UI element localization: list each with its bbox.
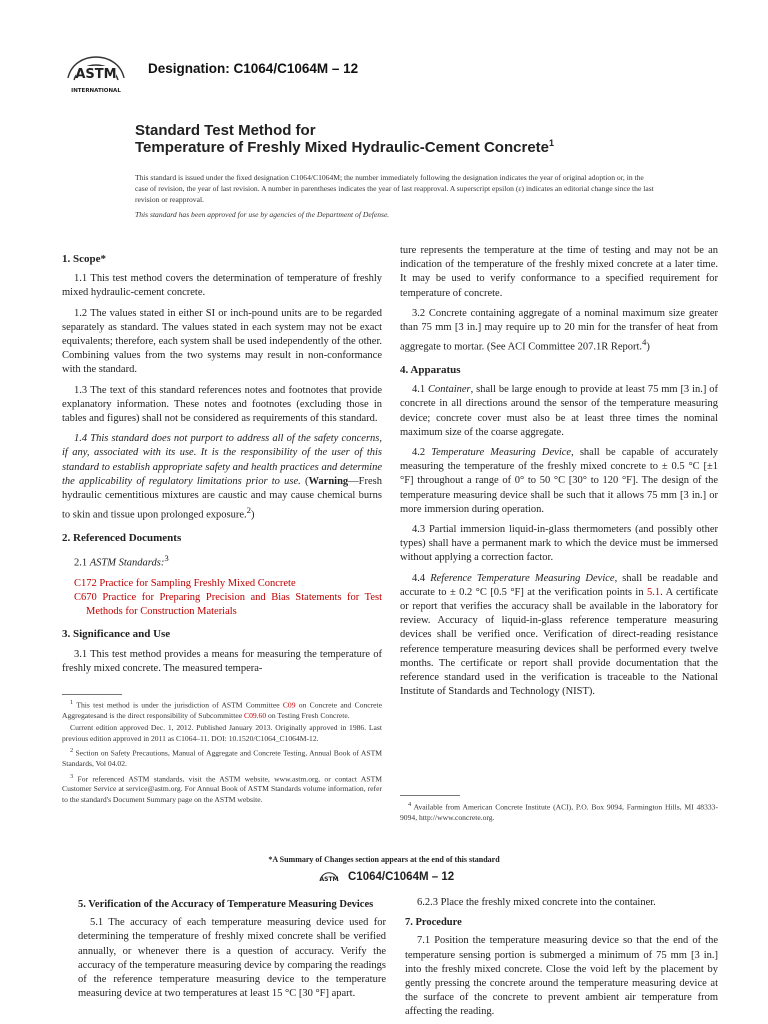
left-column <box>62 244 382 682</box>
section-7-1: 7.1 Position the temperature measuring device so that the end of the temperature sensing portion is submerged a minimum of 75 mm [3 in.] into the freshly mixed concrete. Close the void left by the placement by gently pressing the concrete around the temperature measuring device at the surface of the concrete to prevent ambient air temperature from affecting the reading. <box>405 935 718 1018</box>
title-line-2 <box>135 138 554 156</box>
footnote-1-text-a: This test method is under the jurisdiction of ASTM Committee <box>76 700 283 710</box>
footnote-3 <box>62 772 382 806</box>
section-4-2-term: Temperature Measuring Device <box>431 446 572 458</box>
section-4-4 <box>400 572 718 700</box>
section-4-4-term: Reference Temperature Measuring Device <box>430 572 615 584</box>
designation-label: Designation: <box>148 61 230 76</box>
astm-small-logo <box>318 867 340 887</box>
svg-text:INTERNATIONAL: INTERNATIONAL <box>71 88 121 94</box>
astm-standards-label: ASTM Standards: <box>89 557 165 569</box>
section-4-2-text: , shall be capable of accurately measuring the temperature of the freshly mixed concrete to ± 0.5 °C [±1 °F] throughout a range of 0° to 50 °C [30° to 120 °F]. The design of the temperature measuring device shall be such that it allows 75 mm [3 in.] or more immersion during operation. <box>400 446 719 515</box>
section-2-heading: 2. Referenced Documents <box>62 531 182 544</box>
footnote-1-committee-link[interactable]: C09 <box>282 700 296 710</box>
section-4-4-text-a: , shall be readable and accurate to ± 0.2 °C [0.5 °F] at the verification points in <box>400 572 718 598</box>
section-3-1: 3.1 This test method provides a means for measuring the temperature of freshly mixed concrete. The measured tempera- <box>62 648 382 674</box>
section-5-1: 5.1 The accuracy of each temperature measuring device used for determining the temperature of freshly mixed concrete shall be verified annually, or whenever there is a question of accuracy. Verify the accuracy of the temperature measuring device by comparing the readings of the reference temperature measuring device to the temperature measuring device at two temperatures at least 15 °C [30 °F] apart. <box>78 917 386 1000</box>
section-4-2 <box>400 446 718 517</box>
section-4-3: 4.3 Partial immersion liquid-in-glass thermometers (and possibly other types) shall have a permanent mark to which the device must be immersed without applying a correction factor. <box>400 523 718 564</box>
reference-c670[interactable] <box>62 591 382 619</box>
section-4-1-text: , shall be large enough to provide at least 75 mm [3 in.] of concrete in all directions around the sensor of the temperature measuring device; concrete cover must also be at least three times the nominal maximum size of the coarse aggregate. <box>400 384 719 438</box>
footnote-1-mark: 1 <box>70 699 74 706</box>
title-text: Temperature of Freshly Mixed Hydraulic-Cement Concrete <box>135 139 549 156</box>
section-4-1-term: Container <box>428 384 471 396</box>
footnote-2-mark: 2 <box>70 747 74 755</box>
section-3-2-text: 3.2 Concrete containing aggregate of a nominal maximum size greater than 75 mm [3 in.] may require up to 20 min for the transfer of heat from aggregate to mortar. (See ACI Committee 207.1R Report. <box>400 307 718 353</box>
page-2-header <box>318 866 454 888</box>
footnote-divider-right <box>400 795 460 796</box>
right-column <box>400 244 718 705</box>
page-2-left-column <box>78 896 386 1007</box>
section-4-heading: 4. Apparatus <box>400 363 461 376</box>
title-line-1: Standard Test Method for <box>135 122 316 139</box>
footnote-3-book: Annual Book of ASTM Standards <box>196 784 301 794</box>
section-6-2-3: 6.2.3 Place the freshly mixed concrete into the container. <box>417 897 656 908</box>
intro-notes <box>135 172 655 224</box>
intro-paragraph: This standard is issued under the fixed designation C1064/C1064M; the number immediately following the designation indicates the year of original adoption or, in the case of revision, the year of last revision. A number in parentheses indicates the year of last reapproval. A superscript epsilon (ε) indicates an editorial change since the last revision or reapproval. <box>135 173 654 204</box>
footnote-3-mark: 3 <box>70 772 74 780</box>
footnote-3-text-b: volume information, refer to the standard's Document Summary page on the ASTM website. <box>62 784 382 804</box>
footnote-4-mark: 4 <box>408 801 412 808</box>
section-4-1-num: 4.1 <box>412 384 429 396</box>
section-3-2 <box>400 307 718 355</box>
section-4-1 <box>400 383 718 440</box>
section-1-4-italic: 1.4 This standard does not purport to address all of the safety concerns, if any, associated with its use. It is the responsibility of the user of this standard to establish appropriate safety and health practices and determine the applicability of regulatory limitations prior to use. <box>62 433 382 487</box>
section-3-2-end: ) <box>646 341 650 353</box>
page-edge-mark <box>44 868 54 890</box>
section-1-2: 1.2 The values stated in either SI or inch-pound units are to be regarded separately as standard. The values stated in each system may not be exact equivalents; therefore, each system shall be used independently of the other. Combining values from the two systems may result in non-conformance with the standard. <box>62 307 382 376</box>
footnote-4 <box>400 800 718 823</box>
section-4-4-text-b: . A certificate or report that verifies the accuracy shall be available in the laboratory for review. Accuracy of liquid-in-glass reference temperature measuring devices shall be verified once. Verification of direct-reading resistance reference temperature measuring devices shall be performed every twelve months. The certificate or report shall provide documentation that the reference standard used in the verification is traceable to the National Institute of Standards and Technology (NIST). <box>400 586 718 698</box>
footnote-4-text: Available from American Concrete Institute (ACI), P.O. Box 9094, Farmington Hills, MI 48333-9094, http://www.concrete.org. <box>400 802 718 822</box>
section-1-4: 1.4 This standard does not purport to address all of the safety concerns, if any, associated with its use. It is the responsibility of the user of this standard to establish appropriate safety and health practices and determine the applicability of regulatory limitations prior to use. (Warning—Fresh hydraulic cementitious mixtures are caustic and may cause chemical burns to skin and tissue upon prolonged exposure.$^2$) <box>62 433 383 521</box>
ref-title-c172[interactable]: Practice for Sampling Freshly Mixed Concrete <box>99 577 296 589</box>
section-3-1-continued: ture represents the temperature at the time of testing and may not be an indication of the temperature of the freshly mixed concrete at a later time. It may be used to verify conformance to a specified requirement for temperature of concrete. <box>400 245 718 299</box>
designation-value: C1064/C1064M – 12 <box>233 61 359 76</box>
svg-text:ASTM: ASTM <box>319 876 339 883</box>
section-1-1: 1.1 This test method covers the determination of temperature of freshly mixed hydraulic-cement concrete. <box>62 273 382 299</box>
warning-text: —Fresh hydraulic cementitious mixtures are caustic and may cause chemical burns to skin and tissue upon prolonged exposure. <box>62 475 383 521</box>
footnote-1 <box>62 698 382 721</box>
section-7-heading: 7. Procedure <box>405 917 462 929</box>
section-5-heading: 5. Verification of the Accuracy of Temperature Measuring Devices <box>78 899 374 910</box>
ref-code-c670[interactable]: C670 <box>74 592 97 604</box>
section-4-4-num: 4.4 <box>412 572 431 584</box>
reference-c172[interactable] <box>62 577 382 591</box>
footnote-2-ref: 2 <box>246 505 251 516</box>
designation <box>148 61 358 76</box>
footnote-2-book: Annual Book of ASTM Standards <box>62 748 382 769</box>
footnote-2-text-a: Section on Safety Precautions, Manual of Aggregate and Concrete Testing, <box>75 748 310 758</box>
section-2-1 <box>62 551 382 571</box>
ref-code-c172[interactable]: C172 <box>74 577 97 589</box>
footnote-3-text-a: For referenced ASTM standards, visit the ASTM website, www.astm.org, or contact ASTM Customer Service at service@astm.org. For <box>62 774 382 794</box>
footnote-3-ref: 3 <box>164 553 169 564</box>
footnote-1-edition: Current edition approved Dec. 1, 2012. Published January 2013. Originally approved in 1986. Last previous edition approved in 2011 as C1064–11. DOI: 10.1520/C1064_C1064M-12. <box>62 723 382 743</box>
footnotes-left <box>62 698 382 807</box>
section-5-1-link[interactable]: 5.1 <box>647 586 661 598</box>
section-2-1-num: 2.1 <box>74 557 90 569</box>
footnote-2-text-b: , Vol 04.02. <box>91 759 127 769</box>
footnote-1-text-b: on Concrete and Concrete Aggregatesand is the direct responsibility of Subcommittee <box>62 700 382 720</box>
section-1-3: 1.3 The text of this standard references notes and footnotes that provide explanatory information. These notes and footnotes (excluding those in tables and figures) shall not be considered as requirements of this standard. <box>62 384 382 425</box>
footnote-1-text-c: on Testing Fresh Concrete. <box>266 710 350 720</box>
ref-title-c670[interactable]: Practice for Preparing Precision and Bias Statements for Test Methods for Construction Materials <box>86 592 383 618</box>
dod-approval-note: This standard has been approved for use by agencies of the Department of Defense. <box>135 210 390 219</box>
section-1-heading: 1. Scope* <box>62 253 106 265</box>
page-2-designation: C1064/C1064M – 12 <box>348 871 455 883</box>
section-3-heading: 3. Significance and Use <box>62 628 171 641</box>
page-2-right-column <box>405 896 718 1024</box>
warning-label: Warning <box>308 475 349 487</box>
footnote-4-ref: 4 <box>642 337 647 348</box>
section-4-2-num: 4.2 <box>412 446 432 458</box>
footnotes-right <box>400 800 718 825</box>
summary-of-changes-note: *A Summary of Changes section appears at the end of this standard <box>268 855 500 864</box>
astm-logo <box>60 42 132 98</box>
footnote-divider-left <box>62 694 122 695</box>
footnote-1-subcommittee-link[interactable]: C09.60 <box>244 710 267 720</box>
title-footnote-mark: 1 <box>549 138 555 148</box>
svg-text:ASTM: ASTM <box>75 67 117 82</box>
footnote-2 <box>62 746 382 769</box>
